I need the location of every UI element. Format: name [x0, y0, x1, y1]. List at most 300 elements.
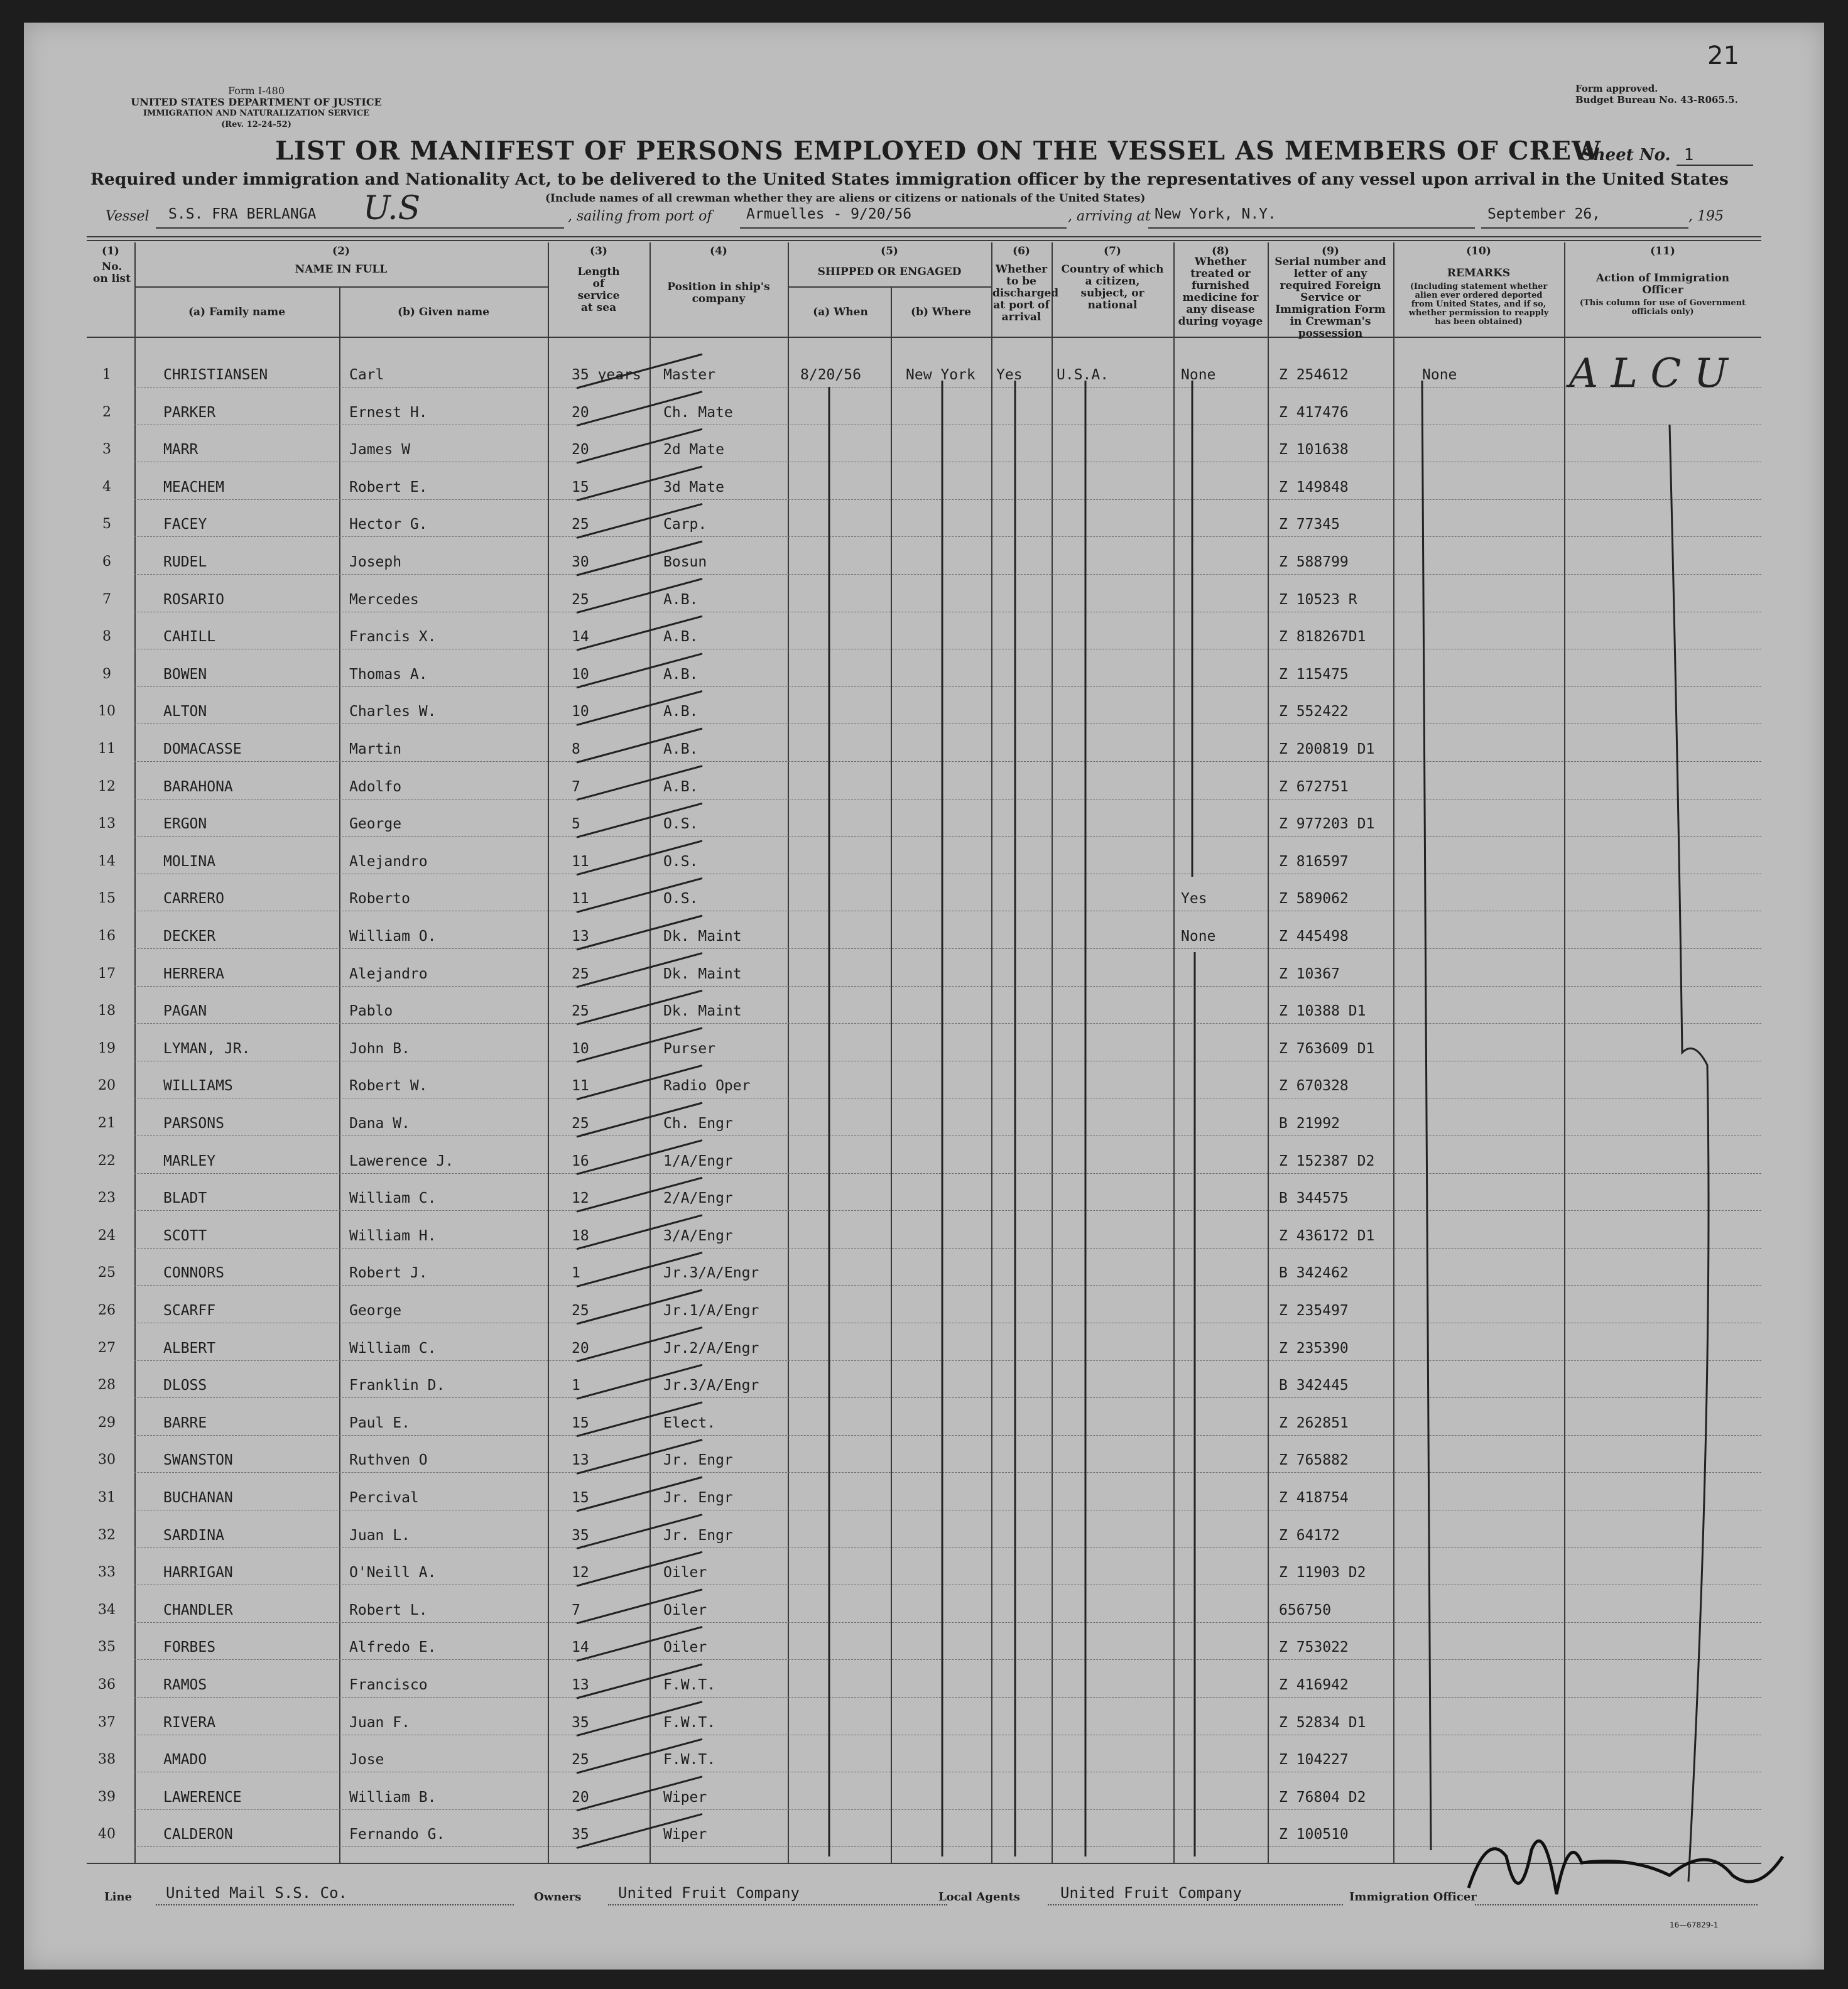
family-name: ROSARIO	[163, 591, 224, 608]
serial-number: Z 753022	[1279, 1639, 1349, 1656]
position: Ch. Engr	[663, 1115, 733, 1132]
position: Jr.1/A/Engr	[663, 1303, 759, 1319]
given-name: William C.	[349, 1190, 437, 1207]
serial-number: Z 10388 D1	[1279, 1003, 1366, 1020]
family-name: HARRIGAN	[163, 1564, 233, 1581]
given-name: Jose	[349, 1752, 384, 1769]
col-9-number: (9)	[1322, 245, 1339, 257]
position: Jr.3/A/Engr	[663, 1377, 759, 1394]
position: Jr. Engr	[663, 1490, 733, 1506]
serial-number: Z 670328	[1279, 1078, 1349, 1095]
sailing-from: Armuelles - 9/20/56	[746, 206, 912, 222]
serial-number: Z 200819 D1	[1279, 741, 1375, 757]
col-10-number: (10)	[1466, 245, 1491, 257]
given-name: Juan F.	[349, 1714, 410, 1731]
family-name: BARAHONA	[163, 778, 233, 795]
checkmark-slash	[577, 1402, 702, 1436]
family-name: MARR	[163, 442, 198, 458]
serial-number: Z 10523 R	[1279, 591, 1357, 608]
given-name: Alejandro	[349, 853, 428, 870]
position: Purser	[663, 1040, 716, 1057]
length-of-service: 25	[572, 965, 589, 982]
family-name: AMADO	[163, 1752, 207, 1769]
family-name: MEACHEM	[163, 479, 224, 496]
row-number: 19	[98, 1040, 116, 1056]
length-of-service: 35	[572, 1826, 589, 1843]
given-name: William H.	[349, 1227, 437, 1244]
year-suffix: , 195	[1688, 209, 1724, 224]
arriving-label: , arriving at	[1068, 209, 1151, 224]
line-label: Line	[104, 1890, 133, 1904]
col-8-header: Whether treated or furnished medicine for any disease during voyage	[1178, 256, 1263, 328]
row-number: 22	[98, 1152, 116, 1169]
row-number: 21	[98, 1115, 116, 1131]
position: Master	[663, 367, 716, 383]
family-name: CARRERO	[163, 891, 224, 908]
family-name: PAGAN	[163, 1003, 207, 1020]
position: O.S.	[663, 853, 698, 870]
length-of-service: 35 years	[572, 367, 641, 383]
length-of-service: 25	[572, 1303, 589, 1319]
given-name: William O.	[349, 928, 437, 945]
position: 2/A/Engr	[663, 1190, 733, 1207]
given-name: John B.	[349, 1040, 410, 1057]
length-of-service: 11	[572, 1078, 589, 1095]
position: O.S.	[663, 816, 698, 833]
length-of-service: 7	[572, 1601, 580, 1618]
family-name: ALBERT	[163, 1340, 216, 1357]
given-name: Francisco	[349, 1677, 428, 1693]
row-number: 30	[98, 1452, 116, 1468]
serial-number: Z 235497	[1279, 1303, 1349, 1319]
position: A.B.	[663, 629, 698, 646]
form-revision: (Rev. 12-24-52)	[221, 120, 291, 129]
position: Wiper	[663, 1789, 707, 1806]
length-of-service: 5	[572, 816, 580, 833]
row-number: 16	[98, 928, 116, 944]
manifest-sheet	[24, 23, 1824, 1970]
treated: None	[1181, 367, 1216, 383]
given-name: Juan L.	[349, 1527, 410, 1544]
serial-number: Z 76804 D2	[1279, 1789, 1366, 1806]
serial-number: Z 64172	[1279, 1527, 1340, 1544]
length-of-service: 11	[572, 891, 589, 908]
given-name: Roberto	[349, 891, 410, 908]
length-of-service: 10	[572, 703, 589, 720]
row-number: 28	[98, 1377, 116, 1394]
position: A.B.	[663, 703, 698, 720]
serial-number: Z 417476	[1279, 404, 1349, 421]
serial-number: Z 152387 D2	[1279, 1152, 1375, 1169]
checkmark-slash	[577, 1178, 702, 1211]
length-of-service: 13	[572, 1452, 589, 1469]
col-11-header: Action of Immigration Officer	[1595, 272, 1730, 296]
checkmark-slash	[577, 1141, 702, 1174]
position: Carp.	[663, 516, 707, 533]
given-name: Joseph	[349, 554, 402, 570]
row-number: 31	[98, 1490, 116, 1505]
given-name: Ruthven O	[349, 1452, 428, 1469]
family-name: CONNORS	[163, 1265, 224, 1282]
given-name: George	[349, 1303, 402, 1319]
length-of-service: 13	[572, 1677, 589, 1693]
given-name: O'Neill A.	[349, 1564, 437, 1581]
serial-number: Z 418754	[1279, 1490, 1349, 1506]
serial-number: B 342445	[1279, 1377, 1349, 1394]
checkmark-slash	[577, 392, 702, 426]
col-2-number: (2)	[332, 245, 350, 257]
family-name: RUDEL	[163, 554, 207, 570]
col-4-number: (4)	[710, 245, 727, 257]
length-of-service: 13	[572, 928, 589, 945]
family-name: ERGON	[163, 816, 207, 833]
serial-number: Z 115475	[1279, 666, 1349, 683]
position: Oiler	[663, 1639, 707, 1656]
col-2-header: NAME IN FULL	[295, 263, 388, 276]
approval-line-1: Form approved.	[1575, 83, 1658, 94]
officer-signature	[1469, 1841, 1783, 1894]
shipped-when: 8/20/56	[800, 367, 861, 383]
length-of-service: 25	[572, 591, 589, 608]
officer-underline	[1475, 1904, 1758, 1905]
length-of-service: 14	[572, 629, 589, 646]
serial-number: Z 552422	[1279, 703, 1349, 720]
row-number: 20	[98, 1078, 116, 1094]
family-name: MOLINA	[163, 853, 216, 870]
row-number: 18	[98, 1003, 116, 1019]
position: Dk. Maint	[663, 928, 742, 945]
line-underline	[156, 1904, 514, 1905]
position: Jr. Engr	[663, 1452, 733, 1469]
position: O.S.	[663, 891, 698, 908]
checkmark-slash	[577, 1777, 702, 1811]
family-name: PARSONS	[163, 1115, 224, 1132]
checkmark-slash	[577, 1365, 702, 1399]
position: A.B.	[663, 591, 698, 608]
row-number: 38	[98, 1752, 116, 1768]
checkmark-slash	[577, 878, 702, 912]
length-of-service: 7	[572, 778, 580, 795]
serial-number: B 342462	[1279, 1265, 1349, 1282]
checkmark-slash	[577, 1664, 702, 1698]
row-number: 17	[98, 965, 116, 982]
row-number: 4	[102, 479, 111, 495]
given-name: Thomas A.	[349, 666, 428, 683]
given-name: Lawerence J.	[349, 1152, 454, 1169]
family-name: CALDERON	[163, 1826, 233, 1843]
given-name: Adolfo	[349, 778, 402, 795]
position: Ch. Mate	[663, 404, 733, 421]
serial-number: Z 977203 D1	[1279, 816, 1375, 833]
length-of-service: 16	[572, 1152, 589, 1169]
checkmark-slash	[577, 1814, 702, 1848]
checkmark-slash	[577, 766, 702, 800]
serial-number: Z 10367	[1279, 965, 1340, 982]
checkmark-slash	[577, 1739, 702, 1773]
col-6-header: Whether to be discharged at port of arrival	[992, 263, 1059, 323]
sheet-number-value: 1	[1677, 146, 1753, 166]
checkmark-slash	[577, 1439, 702, 1473]
vessel-label: Vessel	[106, 209, 149, 224]
given-name: William C.	[349, 1340, 437, 1357]
checkmark-slash	[577, 1328, 702, 1362]
col-3-number: (3)	[590, 245, 607, 257]
handwritten-marks	[24, 23, 1824, 1970]
serial-number: 656750	[1279, 1601, 1332, 1618]
col-10-header: REMARKS	[1447, 267, 1511, 279]
vessel-name: S.S. FRA BERLANGA	[168, 206, 317, 222]
position: A.B.	[663, 666, 698, 683]
col-5-number: (5)	[881, 245, 898, 257]
given-name: Percival	[349, 1490, 419, 1506]
length-of-service: 35	[572, 1527, 589, 1544]
given-name: Alejandro	[349, 965, 428, 982]
given-name: George	[349, 816, 402, 833]
serial-number: Z 818267D1	[1279, 629, 1366, 646]
position: Oiler	[663, 1564, 707, 1581]
serial-number: Z 589062	[1279, 891, 1349, 908]
checkmark-slash	[577, 1590, 702, 1623]
serial-number: Z 436172 D1	[1279, 1227, 1375, 1244]
row-number: 32	[98, 1527, 116, 1543]
serial-number: Z 816597	[1279, 853, 1349, 870]
department-name: UNITED STATES DEPARTMENT OF JUSTICE	[131, 96, 382, 108]
position: F.W.T.	[663, 1752, 716, 1769]
family-name: DECKER	[163, 928, 216, 945]
given-name: Fernando G.	[349, 1826, 445, 1843]
checkmark-slash	[577, 541, 702, 575]
length-of-service: 20	[572, 442, 589, 458]
agents-underline	[1048, 1904, 1343, 1905]
row-number: 8	[102, 629, 111, 645]
row-number: 7	[102, 591, 111, 607]
checkmark-slash	[577, 803, 702, 837]
family-name: LYMAN, JR.	[163, 1040, 251, 1057]
country: U.S.A.	[1057, 367, 1109, 383]
length-of-service: 15	[572, 1414, 589, 1431]
serial-number: Z 100510	[1279, 1826, 1349, 1843]
length-of-service: 1	[572, 1265, 580, 1282]
checkmark-slash	[577, 429, 702, 463]
col-2a-header: (a) Family name	[188, 306, 286, 318]
action-initials: A L C U	[1569, 350, 1728, 397]
family-name: DOMACASSE	[163, 741, 242, 757]
col-11-number: (11)	[1650, 245, 1675, 257]
checkmark-slash	[577, 1103, 702, 1137]
length-of-service: 1	[572, 1377, 580, 1394]
row-number: 23	[98, 1190, 116, 1206]
family-name: RAMOS	[163, 1677, 207, 1693]
row-number: 15	[98, 891, 116, 907]
row-number: 24	[98, 1227, 116, 1244]
length-of-service: 25	[572, 1752, 589, 1769]
length-of-service: 12	[572, 1190, 589, 1207]
given-name: Francis X.	[349, 629, 437, 646]
checkmark-slash	[577, 1702, 702, 1736]
subtitle: Required under immigration and Nationality Act, to be delivered to the United States immigration officer by the representatives of any vessel upon arrival in the United States	[90, 170, 1729, 189]
family-name: CHRISTIANSEN	[163, 367, 268, 383]
position: 2d Mate	[663, 442, 724, 458]
page-title: LIST OR MANIFEST OF PERSONS EMPLOYED ON THE VESSEL AS MEMBERS OF CREW	[275, 136, 1601, 166]
col-7-header: Country of which a citizen, subject, or national	[1061, 263, 1164, 312]
row-number: 10	[98, 703, 116, 720]
family-name: FORBES	[163, 1639, 216, 1656]
form-code: 16—67829-1	[1670, 1921, 1719, 1929]
checkmark-slash	[577, 1252, 702, 1286]
approval-line-2: Budget Bureau No. 43-R065.5.	[1575, 94, 1738, 106]
row-number: 36	[98, 1677, 116, 1693]
checkmark-slash	[577, 1028, 702, 1062]
family-name: SWANSTON	[163, 1452, 233, 1469]
row-number: 2	[102, 404, 111, 420]
serial-number: Z 445498	[1279, 928, 1349, 945]
given-name: William B.	[349, 1789, 437, 1806]
serial-number: Z 104227	[1279, 1752, 1349, 1769]
serial-number: Z 416942	[1279, 1677, 1349, 1693]
arriving-at: New York, N.Y.	[1155, 206, 1276, 222]
row-number: 5	[102, 516, 111, 533]
checkmark-slash	[577, 691, 702, 725]
page-number: 21	[1707, 41, 1739, 70]
given-name: Charles W.	[349, 703, 437, 720]
length-of-service: 20	[572, 1789, 589, 1806]
row-number: 3	[102, 442, 111, 458]
family-name: HERRERA	[163, 965, 224, 982]
checkmark-slash	[577, 916, 702, 950]
line-value: United Mail S.S. Co.	[166, 1884, 347, 1902]
checkmark-slash	[577, 504, 702, 538]
checkmark-slash	[577, 654, 702, 688]
col-5b-header: (b) Where	[911, 306, 971, 318]
checkmark-slash	[577, 579, 702, 613]
position: F.W.T.	[663, 1677, 716, 1693]
row-number: 25	[98, 1265, 116, 1281]
given-name: Martin	[349, 741, 402, 757]
treated: None	[1181, 928, 1216, 945]
checkmark-slash	[577, 990, 702, 1024]
checkmark-slash	[577, 953, 702, 987]
sheet-number-label: Sheet No.	[1582, 146, 1671, 165]
col-2b-header: (b) Given name	[397, 306, 490, 318]
checkmark-slash	[577, 467, 702, 501]
col-1-header: No. on list	[93, 261, 131, 285]
family-name: FACEY	[163, 516, 207, 533]
position: Radio Oper	[663, 1078, 751, 1095]
family-name: ALTON	[163, 703, 207, 720]
length-of-service: 8	[572, 741, 580, 757]
serial-number: Z 763609 D1	[1279, 1040, 1375, 1057]
owners-label: Owners	[534, 1890, 582, 1904]
length-of-service: 10	[572, 1040, 589, 1057]
col-11-note: (This column for use of Government officials only)	[1579, 298, 1746, 317]
position: Bosun	[663, 554, 707, 570]
remarks: None	[1422, 367, 1457, 383]
position: Elect.	[663, 1414, 716, 1431]
row-number: 34	[98, 1601, 116, 1618]
given-name: Robert J.	[349, 1265, 428, 1282]
checkmark-slash	[577, 1477, 702, 1511]
row-number: 13	[98, 816, 116, 832]
serial-number: Z 235390	[1279, 1340, 1349, 1357]
family-name: SCOTT	[163, 1227, 207, 1244]
length-of-service: 35	[572, 1714, 589, 1731]
given-name: Carl	[349, 367, 384, 383]
row-number: 12	[98, 778, 116, 794]
agents-label: Local Agents	[938, 1890, 1020, 1904]
length-of-service: 18	[572, 1227, 589, 1244]
owners-underline	[608, 1904, 947, 1905]
serial-number: B 21992	[1279, 1115, 1340, 1132]
col-4-header: Position in ship's company	[667, 281, 770, 305]
owners-value: United Fruit Company	[618, 1884, 800, 1902]
family-name: SCARFF	[163, 1303, 216, 1319]
given-name: Ernest H.	[349, 404, 428, 421]
serial-number: Z 11903 D2	[1279, 1564, 1366, 1581]
agents-value: United Fruit Company	[1060, 1884, 1242, 1902]
serial-number: Z 765882	[1279, 1452, 1349, 1469]
col-7-number: (7)	[1104, 245, 1121, 257]
checkmark-slash	[577, 729, 702, 762]
checkmark-slash	[577, 1215, 702, 1249]
checkmark-slash	[577, 1627, 702, 1661]
officer-label: Immigration Officer	[1349, 1890, 1477, 1904]
given-name: Robert W.	[349, 1078, 428, 1095]
family-name: LAWERENCE	[163, 1789, 242, 1806]
serial-number: Z 672751	[1279, 778, 1349, 795]
length-of-service: 25	[572, 1003, 589, 1020]
col-6-number: (6)	[1013, 245, 1030, 257]
checkmark-slash	[577, 354, 702, 388]
action-bracket-line	[1670, 425, 1709, 1882]
ditto-remarks-line	[1422, 381, 1431, 1850]
row-number: 29	[98, 1414, 116, 1431]
row-number: 37	[98, 1714, 116, 1730]
ditto-lines	[829, 381, 1709, 1882]
length-checkmarks	[577, 354, 702, 1848]
family-name: MARLEY	[163, 1152, 216, 1169]
family-name: BARRE	[163, 1414, 207, 1431]
family-name: BUCHANAN	[163, 1490, 233, 1506]
given-name: Robert L.	[349, 1601, 428, 1618]
family-name: DLOSS	[163, 1377, 207, 1394]
position: Jr.3/A/Engr	[663, 1265, 759, 1282]
row-number: 11	[98, 741, 116, 757]
checkmark-slash	[577, 616, 702, 650]
family-name: CHANDLER	[163, 1601, 233, 1618]
treated: Yes	[1181, 891, 1207, 908]
length-of-service: 20	[572, 404, 589, 421]
inclusion-note: (Include names of all crewman whether they are aliens or citizens or nationals of the United States)	[545, 192, 1146, 205]
sailing-label: , sailing from port of	[568, 209, 712, 224]
serial-number: Z 77345	[1279, 516, 1340, 533]
row-number: 26	[98, 1303, 116, 1318]
given-name: Pablo	[349, 1003, 393, 1020]
given-name: James W	[349, 442, 410, 458]
family-name: WILLIAMS	[163, 1078, 233, 1095]
col-8-number: (8)	[1212, 245, 1229, 257]
row-number: 35	[98, 1639, 116, 1656]
serial-number: B 344575	[1279, 1190, 1349, 1207]
arrival-date: September 26,	[1487, 206, 1601, 222]
row-number: 27	[98, 1340, 116, 1356]
position: Dk. Maint	[663, 965, 742, 982]
position: 3/A/Engr	[663, 1227, 733, 1244]
family-name: BLADT	[163, 1190, 207, 1207]
family-name: RIVERA	[163, 1714, 216, 1731]
vessel-handwritten-mark: U.S	[363, 190, 421, 227]
serial-number: Z 101638	[1279, 442, 1349, 458]
serial-number: Z 254612	[1279, 367, 1349, 383]
